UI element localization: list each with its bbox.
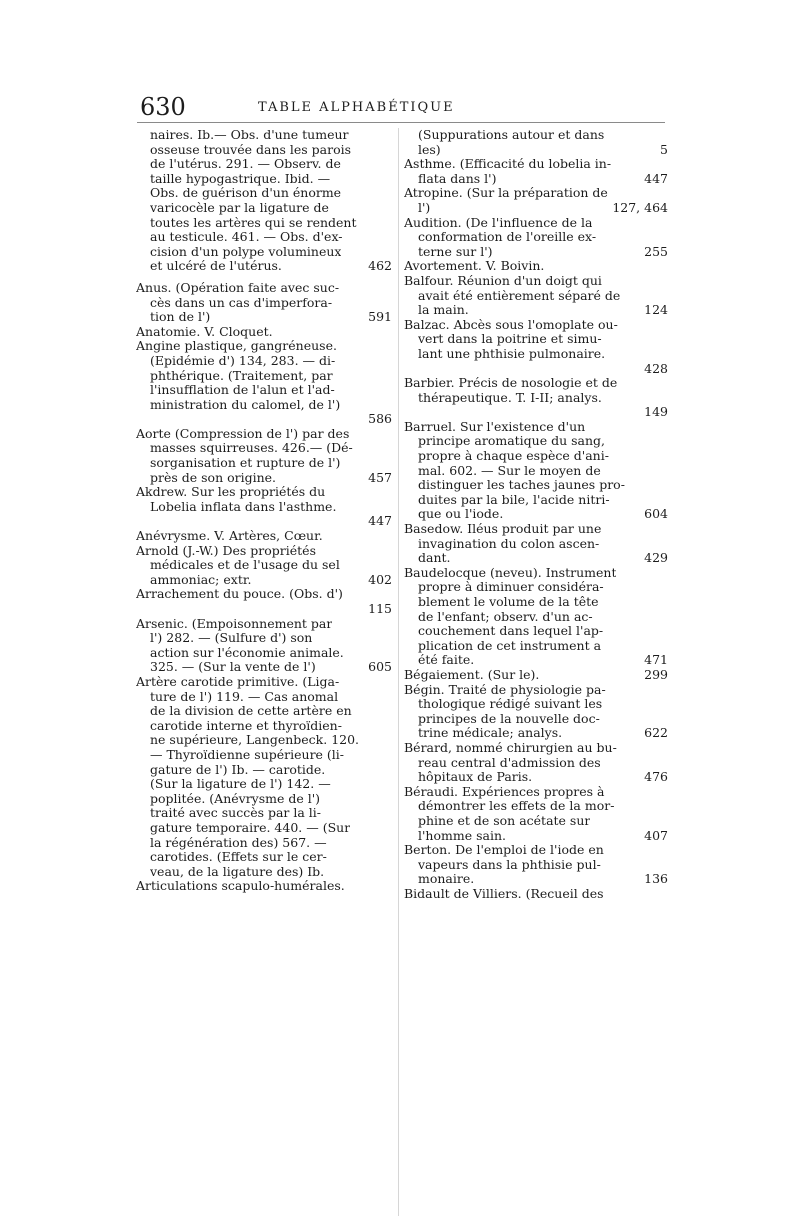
- index-line: [136, 456, 392, 471]
- index-line: [404, 186, 668, 201]
- index-line: [404, 405, 668, 420]
- index-page-reference: 428: [644, 360, 668, 376]
- index-entry-text: Balzac. Abcès sous l'omoplate ou-: [404, 317, 618, 332]
- index-entry-text: Anatomie. V. Cloquet.: [136, 324, 273, 339]
- index-line: [136, 675, 392, 690]
- index-page-reference: 586: [368, 411, 392, 427]
- index-line: [404, 507, 668, 522]
- index-entry-text: reau central d'admission des: [418, 755, 601, 770]
- index-entry-text: Baudelocque (neveu). Instrument: [404, 565, 617, 580]
- index-page-reference: 622: [644, 725, 668, 741]
- index-entry-text: l'homme sain.: [418, 828, 506, 843]
- index-entry-text: Atropine. (Sur la préparation de: [404, 186, 608, 201]
- index-line: [404, 376, 668, 391]
- index-line: [136, 354, 392, 369]
- index-page-reference: 299: [644, 666, 668, 682]
- index-line: [136, 704, 392, 719]
- index-entry-text: cès dans un cas d'imperfora-: [150, 295, 333, 310]
- page-number: 630: [140, 93, 186, 121]
- index-line: [404, 128, 668, 143]
- index-line: [136, 792, 392, 807]
- index-entry-text: 325. — (Sur la vente de l'): [150, 660, 316, 675]
- index-entry-text: de la division de cette artère en: [150, 704, 352, 719]
- index-entry-text: taille hypogastrique. Ibid. —: [150, 171, 331, 186]
- index-line: [404, 580, 668, 595]
- index-entry-text: Anévrysme. V. Artères, Cœur.: [136, 529, 323, 544]
- index-line: [404, 683, 668, 698]
- index-line: [136, 369, 392, 384]
- index-page-reference: 447: [368, 513, 392, 529]
- index-line: [136, 850, 392, 865]
- index-line: [136, 245, 392, 260]
- column-divider: [398, 128, 399, 1216]
- index-entry-text: thologique rédigé suivant les: [418, 697, 603, 712]
- index-page-reference: 149: [644, 404, 668, 420]
- index-line: [404, 157, 668, 172]
- index-line: [136, 733, 392, 748]
- index-line: [404, 420, 668, 435]
- index-line: [136, 514, 392, 529]
- index-line: [136, 587, 392, 602]
- index-line: [136, 646, 392, 661]
- index-line: [404, 887, 668, 902]
- index-entry-text: Barbier. Précis de nosologie et de: [404, 376, 618, 391]
- index-entry-text: distinguer les taches jaunes pro-: [418, 478, 625, 493]
- index-entry-text: l') 282. — (Sulfure d') son: [150, 631, 313, 646]
- index-line: [404, 303, 668, 318]
- index-page-reference: 447: [644, 170, 668, 186]
- index-entry-text: la régénération des) 567. —: [150, 835, 327, 850]
- index-line: [404, 478, 668, 493]
- index-entry-text: phine et de son acétate sur: [418, 813, 591, 828]
- index-entry-text: Bégin. Traité de physiologie pa-: [404, 682, 606, 697]
- index-entry-text: Angine plastique, gangréneuse.: [136, 339, 337, 354]
- index-entry-text: ne supérieure, Langenbeck. 120.: [150, 733, 360, 748]
- index-line: [404, 712, 668, 727]
- index-entry-text: osseuse trouvée dans les parois: [150, 142, 352, 157]
- index-entry-text: phthérique. (Traitement, par: [150, 368, 333, 383]
- index-line: [136, 602, 392, 617]
- index-entry-text: masses squirreuses. 426.— (Dé-: [150, 441, 353, 456]
- index-line: [404, 653, 668, 668]
- index-line: [404, 639, 668, 654]
- index-entry-text: l'insufflation de l'alun et l'ad-: [150, 383, 335, 398]
- index-line: [404, 347, 668, 362]
- index-entry-text: blement le volume de la tête: [418, 595, 599, 609]
- index-entry-text: hôpitaux de Paris.: [418, 770, 533, 785]
- index-page-reference: 5: [660, 141, 668, 157]
- index-line: [404, 245, 668, 260]
- index-line: [404, 551, 668, 566]
- index-line: [404, 332, 668, 347]
- index-line: [404, 872, 668, 887]
- index-line: [136, 631, 392, 646]
- index-line: [136, 383, 392, 398]
- index-line: [136, 310, 392, 325]
- index-line: [404, 814, 668, 829]
- index-line: [136, 500, 392, 515]
- index-entry-text: la main.: [418, 303, 469, 318]
- index-line: [136, 471, 392, 486]
- index-entry-text: vapeurs dans la phthisie pul-: [418, 857, 601, 872]
- index-line: [404, 289, 668, 304]
- index-line: [136, 865, 392, 880]
- index-entry-text: Asthme. (Efficacité du lobelia in-: [404, 157, 612, 172]
- index-line: [404, 697, 668, 712]
- index-entry-text: près de son origine.: [150, 470, 277, 485]
- index-entry-text: poplitée. (Anévrysme de l'): [150, 791, 321, 806]
- index-entry-text: couchement dans lequel l'ap-: [418, 624, 604, 639]
- index-entry-text: conformation de l'oreille ex-: [418, 230, 597, 245]
- index-entry-text: propre à diminuer considéra-: [418, 580, 604, 595]
- index-line: [404, 829, 668, 844]
- index-line: [404, 522, 668, 537]
- header-rule: [137, 122, 665, 123]
- index-line: [404, 726, 668, 741]
- index-line: [136, 485, 392, 500]
- index-entry-text: veau, de la ligature des) Ib.: [150, 864, 325, 879]
- index-line: [404, 362, 668, 377]
- index-line: [136, 529, 392, 544]
- index-entry-text: flata dans l'): [418, 171, 497, 186]
- index-entry-text: duites par la bile, l'acide nitri-: [418, 492, 610, 507]
- index-line: [404, 434, 668, 449]
- index-entry-text: cision d'un polype volumineux: [150, 244, 342, 259]
- index-line: [404, 756, 668, 771]
- index-line: [404, 785, 668, 800]
- index-entry-text: ammoniac; extr.: [150, 572, 252, 587]
- index-line: [136, 230, 392, 245]
- index-line: [404, 668, 668, 683]
- index-entry-text: Barruel. Sur l'existence d'un: [404, 419, 586, 434]
- index-line: [404, 610, 668, 625]
- index-entry-text: Balfour. Réunion d'un doigt qui: [404, 273, 602, 288]
- left-column: [136, 128, 392, 894]
- index-entry-text: Lobelia inflata dans l'asthme.: [150, 499, 337, 514]
- index-line: [136, 821, 392, 836]
- index-entry-text: Avortement. V. Boivin.: [404, 259, 545, 274]
- index-line: [136, 216, 392, 231]
- index-entry-text: ministration du calomel, de l'): [150, 397, 341, 412]
- index-page-reference: 471: [644, 652, 668, 668]
- index-entry-text: propre à chaque espèce d'ani-: [418, 449, 609, 464]
- index-line: [136, 558, 392, 573]
- index-entry-text: — Thyroïdienne supérieure (li-: [150, 747, 345, 762]
- right-column: [404, 128, 668, 901]
- index-entry-text: carotide interne et thyroïdien-: [150, 718, 342, 733]
- index-line: [136, 573, 392, 588]
- index-line: [404, 259, 668, 274]
- index-entry-text: Basedow. Iléus produit par une: [404, 522, 602, 537]
- index-entry-text: vert dans la poitrine et simu-: [418, 332, 602, 347]
- index-line: [404, 770, 668, 785]
- index-line: [404, 172, 668, 187]
- index-line: [136, 544, 392, 559]
- index-line: [404, 318, 668, 333]
- index-page-reference: 591: [368, 309, 392, 325]
- index-line: [136, 427, 392, 442]
- index-line: [404, 391, 668, 406]
- index-entry-text: Arsenic. (Empoisonnement par: [136, 616, 333, 631]
- index-page-reference: 407: [644, 827, 668, 843]
- index-entry-text: trine médicale; analys.: [418, 726, 563, 741]
- index-line: [136, 690, 392, 705]
- index-entry-text: Arrachement du pouce. (Obs. d'): [136, 587, 343, 602]
- index-line: [404, 201, 668, 216]
- index-entry-text: terne sur l'): [418, 244, 493, 259]
- index-line: [404, 143, 668, 158]
- index-line: [136, 339, 392, 354]
- index-entry-text: Akdrew. Sur les propriétés du: [136, 485, 326, 500]
- index-entry-text: avait été entièrement séparé de: [418, 288, 621, 303]
- index-entry-text: varicocèle par la ligature de: [150, 200, 329, 215]
- index-entry-text: gature de l') Ib. — carotide.: [150, 762, 326, 777]
- index-line: [136, 748, 392, 763]
- index-entry-text: Audition. (De l'influence de la: [404, 215, 593, 230]
- index-line: [136, 201, 392, 216]
- index-line: [136, 836, 392, 851]
- index-entry-text: de l'utérus. 291. — Observ. de: [150, 157, 341, 172]
- index-page-reference: 457: [368, 469, 392, 485]
- index-line: [404, 230, 668, 245]
- index-entry-text: carotides. (Effets sur le cer-: [150, 850, 327, 865]
- index-line: [136, 441, 392, 456]
- index-entry-text: que ou l'iode.: [418, 507, 504, 522]
- index-entry-text: Arnold (J.-W.) Des propriétés: [136, 543, 316, 558]
- index-line: [136, 143, 392, 158]
- index-line: [404, 858, 668, 873]
- index-entry-text: été faite.: [418, 653, 475, 668]
- index-line: [136, 412, 392, 427]
- index-entry-text: démontrer les effets de la mor-: [418, 799, 615, 814]
- index-line: [404, 566, 668, 581]
- index-entry-text: et ulcéré de l'utérus.: [150, 259, 282, 274]
- index-line: [136, 617, 392, 632]
- index-entry-text: gature temporaire. 440. — (Sur: [150, 820, 351, 835]
- index-entry-text: action sur l'économie animale.: [150, 645, 344, 660]
- index-entry-text: Béraudi. Expériences propres à: [404, 784, 605, 799]
- index-entry-text: (Sur la ligature de l') 142. —: [150, 777, 331, 792]
- index-line: [404, 741, 668, 756]
- index-line: [404, 274, 668, 289]
- index-line: [404, 464, 668, 479]
- index-entry-text: ture de l') 119. — Cas anomal: [150, 689, 339, 704]
- index-entry-text: Obs. de guérison d'un énorme: [150, 186, 342, 201]
- index-line: [404, 799, 668, 814]
- index-entry-text: traité avec succès par la li-: [150, 806, 322, 821]
- running-title: TABLE ALPHABÉTIQUE: [258, 100, 455, 115]
- index-entry-text: l'): [418, 200, 431, 215]
- index-page-reference: 605: [368, 659, 392, 675]
- index-line: [136, 806, 392, 821]
- index-line: [136, 259, 392, 274]
- index-line: [136, 763, 392, 778]
- index-entry-text: Bégaiement. (Sur le).: [404, 667, 540, 682]
- index-page-reference: 124: [644, 302, 668, 318]
- index-entry-text: naires. Ib.— Obs. d'une tumeur: [150, 128, 349, 142]
- index-entry-text: au testicule. 461. — Obs. d'ex-: [150, 230, 343, 245]
- index-page-reference: 255: [644, 243, 668, 259]
- index-entry-text: Aorte (Compression de l') par des: [136, 426, 350, 441]
- index-entry-text: sorganisation et rupture de l'): [150, 456, 341, 471]
- index-line: [136, 660, 392, 675]
- index-entry-text: les): [418, 142, 441, 157]
- index-entry-text: thérapeutique. T. I-II; analys.: [418, 390, 602, 405]
- index-entry-text: tion de l'): [150, 310, 211, 325]
- index-page-reference: 604: [644, 506, 668, 522]
- index-entry-text: plication de cet instrument a: [418, 638, 602, 653]
- index-line: [136, 777, 392, 792]
- index-entry-text: principes de la nouvelle doc-: [418, 711, 600, 726]
- index-entry-text: monaire.: [418, 872, 475, 887]
- index-entry-text: lant une phthisie pulmonaire.: [418, 346, 606, 361]
- index-entry-text: de l'enfant; observ. d'un ac-: [418, 609, 593, 624]
- index-page-reference: 429: [644, 550, 668, 566]
- index-line: [136, 172, 392, 187]
- index-line: [136, 325, 392, 340]
- index-entry-text: invagination du colon ascen-: [418, 536, 600, 551]
- index-line: [136, 157, 392, 172]
- index-page-reference: 476: [644, 769, 668, 785]
- index-line: [404, 493, 668, 508]
- index-entry-text: (Suppurations autour et dans: [418, 128, 605, 142]
- index-page-reference: 127, 464: [612, 199, 668, 215]
- index-entry-text: Berton. De l'emploi de l'iode en: [404, 843, 604, 858]
- index-line: [136, 879, 392, 894]
- index-entry-text: mal. 602. — Sur le moyen de: [418, 463, 601, 478]
- index-line: [404, 449, 668, 464]
- index-line: [404, 216, 668, 231]
- index-line: [136, 398, 392, 413]
- index-page-reference: 462: [368, 258, 392, 274]
- index-entry-text: Articulations scapulo-humérales.: [136, 879, 345, 894]
- index-line: [404, 595, 668, 610]
- index-line: [136, 128, 392, 143]
- index-page-reference: 115: [368, 601, 392, 616]
- index-entry-text: principe aromatique du sang,: [418, 434, 606, 449]
- entry-gap: [136, 274, 392, 281]
- index-entry-text: toutes les artères qui se rendent: [150, 215, 357, 230]
- index-entry-text: Bidault de Villiers. (Recueil des: [404, 886, 604, 901]
- index-line: [404, 843, 668, 858]
- index-line: [404, 537, 668, 552]
- index-entry-text: dant.: [418, 551, 451, 566]
- index-line: [136, 719, 392, 734]
- index-entry-text: Artère carotide primitive. (Liga-: [136, 674, 340, 689]
- index-page-reference: 402: [368, 571, 392, 587]
- index-entry-text: médicales et de l'usage du sel: [150, 558, 340, 573]
- index-page-reference: 136: [644, 871, 668, 887]
- index-line: [136, 281, 392, 296]
- index-line: [404, 624, 668, 639]
- index-entry-text: Anus. (Opération faite avec suc-: [136, 280, 340, 295]
- index-entry-text: Bérard, nommé chirurgien au bu-: [404, 740, 617, 755]
- index-entry-text: (Epidémie d') 134, 283. — di-: [150, 353, 336, 368]
- index-line: [136, 186, 392, 201]
- index-line: [136, 296, 392, 311]
